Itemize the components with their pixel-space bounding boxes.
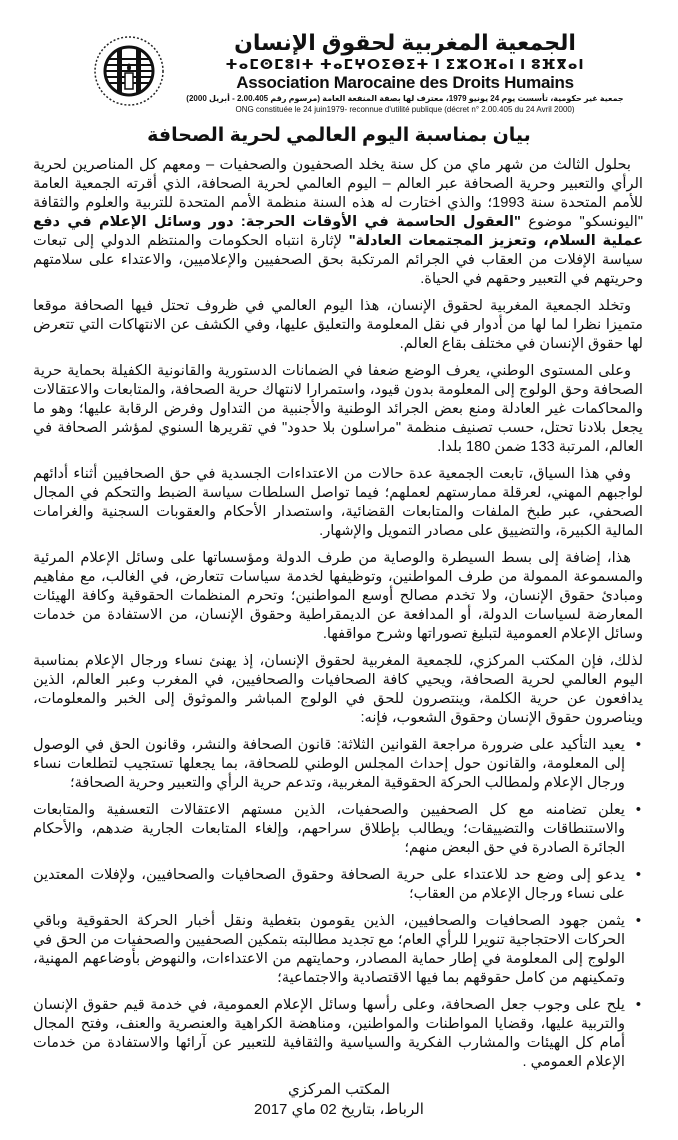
org-name-arabic: الجمعية المغربية لحقوق الإنسان: [234, 30, 576, 55]
letterhead: [0, 0, 678, 120]
statement-body: [33, 156, 643, 1072]
intro-text: بحلول الثالث من شهر ماي من كل سنة يخلد الصحفيون والصحفيات – ومعهم كل المناصرين لحرية الرأي والتعبير وحرية الصحافة عبر العالم – اليوم العالمي لحرية الصحافة، الذي أقرته الجمعية العامة للأمم المتحدة سنة 1993؛ والذي اختارت له هذه السنة منظمة الأمم المتحدة للتربية والعلوم والثقافة "اليونسكو" موضوع: [33, 157, 644, 230]
demands-list: [33, 736, 643, 1072]
paragraph: وعلى المستوى الوطني، يعرف الوضع ضعفا في الضمانات الدستورية والقانونية الكفيلة بحماية حرية الصحافة وحق الولوج إلى المعلومة بدون قيود، واستمرارا لانتهاك حرية الصحافة، والمتابعات والاعتقالات والمحاكمات غير العادلة ومنع بعض الجرائد الوطنية والأجنبية من التداول وفرض الرقابة عليها؛ وهو ما يجعل بلادنا تحتل، حسب تصنيف منظمة "مراسلون بلا حدود" في تقريرها السنوي لمؤشر الصحافة في العالم، المرتبة 133 ضمن 180 بلدا.: [33, 363, 643, 455]
org-name-tifinagh: ⵜⴰⵎⵙⵎⵓⵏⵜ ⵜⴰⵎⵖⵔⵉⴱⵉⵜ ⵏ ⵉⵣⵔⴼⴰⵏ ⵏ ⵓⴼⴳⴰⵏ: [225, 56, 585, 72]
list-item: • يلح على وجوب جعل الصحافة، وعلى رأسها وسائل الإعلام العمومية، في خدمة قيم حقوق الإنسان والتربية عليها، وقضايا المواطنات والمواطنين، ومناهضة الكراهية والعنصرية والعنف، وفتح المجال أمام كل الهيئات والمشارب الفكرية والسياسية والثقافية للتعبير عن آرائها والاستفادة من خدمات الإعلام العمومي .: [33, 996, 625, 1072]
paragraph: هذا، إضافة إلى بسط السيطرة والوصاية من طرف الدولة ومؤسساتها على وسائل الإعلام المرئية والمسموعة الممولة من طرف المواطنين، وتوظيفها لخدمة سياسات تتعارض، في الغالب، مع مفاهيم ومبادئ حقوق الإنسان، ولا تخدم مصالح أوسع المواطنين؛ وتحرم المنظمات الحقوقية وكافة الهيئات المعارضة لسياسات الدولة، أو المدافعة عن الديمقراطية وحقوق الإنسان، من الاستفادة من خدمات وسائل الإعلام العمومية لتبليغ تصوراتها وشرح مواقفها.: [33, 550, 643, 642]
list-item: • يدعو إلى وضع حد للاعتداء على حرية الصحافة وحقوق الصحافيات والصحافيين، ولإفلات المعتدين على نساء ورجال الإعلام من العقاب؛: [33, 866, 625, 904]
org-name-french: Association Marocaine des Droits Humains: [236, 73, 574, 92]
unesco-theme: "العقول الحاسمة في الأوقات الحرجة: دور وسائل الإعلام في دفع عملية السلام، وتعزيز المجتمعات العادلة": [33, 214, 643, 249]
amdh-logo-seal-icon: [93, 33, 165, 109]
signatory-office: المكتب المركزي: [288, 1081, 390, 1098]
list-item: • يثمن جهود الصحافيات والصحافيين، الذين يقومون بتغطية ونقل أخبار الحركة الحقوقية وباقي الحركات الاحتجاجية تنويرا للرأي العام؛ مع تجديد مطالبته بتمكين الصحفيين والصحفيات من الحق في الولوج إلى المعلومة في إطار حماية المصادر، وحمايتهم من الاعتداءات، والنهوض بأوضاعهم المهنية، وتمكينهم من كامل حقوقهم بما فيها الاقتصادية والاجتماعية؛: [33, 912, 625, 988]
legal-status-arabic: جمعية غير حكومية، تأسست يوم 24 يونيو 1979، معترف لها بصفة المنفعة العامة (مرسوم رقم 2.00.405 - أبريل 2000): [186, 94, 624, 103]
place-date: الرباط، بتاريخ 02 ماي 2017: [254, 1101, 424, 1118]
statement-title: بيان بمناسبة اليوم العالمي لحرية الصحافة: [147, 125, 531, 146]
paragraph: وفي هذا السياق، تابعت الجمعية عدة حالات من الاعتداءات الجسدية في حق الصحافيين أثناء أدائهم لواجبهم المهني، لعرقلة ممارستهم لعملهم؛ فيما تواصل السلطات سياسة الضبط والتحكم في المجال الصحفي، عبر طبخ الملفات والمتابعات القضائية، واستصدار الأحكام والعقوبات السجنية والغرامات المالية الكبيرة، والتضييق على مصادر التمويل والإشهار.: [33, 466, 643, 539]
legal-status-french: ONG constituée le 24 juin1979- reconnue d'utilité publique (décret n° 2.00.405 du 24 Avril 2000): [235, 105, 575, 114]
paragraph: لذلك، فإن المكتب المركزي، للجمعية المغربية لحقوق الإنسان، إذ يهنئ نساء ورجال الإعلام بمناسبة اليوم العالمي لحرية الصحافة، ويحيي كافة الصحافيات والصحافيين، في المغرب وعبر العالم، الذين يدافعون عن حرية الكلمة، وينتصرون للحق في الولوج المباشر والموثوق إلى الخبر والمعلومات، ويناصرون حقوق الإنسان وحقوق الشعوب، فإنه:: [33, 653, 643, 726]
letterhead-text: [185, 30, 625, 115]
intro-text-end: لإثارة انتباه الحكومات والمنتظم الدولي إلى تبعات سياسة الإفلات من العقاب في الجرائم المرتكبة بحق الصحفيين والإعلاميين، والاعتداء على سلامتهم وحريتهم في التعبير وحقهم في الحياة.: [33, 233, 643, 287]
paragraph: وتخلد الجمعية المغربية لحقوق الإنسان، هذا اليوم العالمي في ظروف تحتل فيها الصحافة موقعا متميزا نظرا لما لها من أدوار في نقل المعلومة والتعليق عليها، وفي الكشف عن الانتهاكات التي تتعرض لها حقوق الإنسان في مختلف بقاع العالم.: [33, 298, 643, 352]
list-item: • يعيد التأكيد على ضرورة مراجعة القوانين الثلاثة: قانون الصحافة والنشر، وقانون الحق في الوصول إلى المعلومة، والقانون حول إحداث المجلس الوطني للصحافة، بما يجعلها تستجيب لتطلعات نساء ورجال الإعلام ولمطالب الحركة الحقوقية المغربية، وتدعم حرية الرأي والتعبير وحرية الصحافة؛: [33, 736, 625, 793]
list-item: • يعلن تضامنه مع كل الصحفيين والصحفيات، الذين مستهم الاعتقالات التعسفية والمتابعات والاستنطاقات والتضييقات؛ ويطالب بإطلاق سراحهم، وإلغاء المتابعات الجارية ضدهم، والأحكام الجائرة الصادرة في حق البعض منهم؛: [33, 801, 625, 858]
paragraph-intro: [33, 156, 643, 289]
signature-block: [0, 1080, 678, 1140]
